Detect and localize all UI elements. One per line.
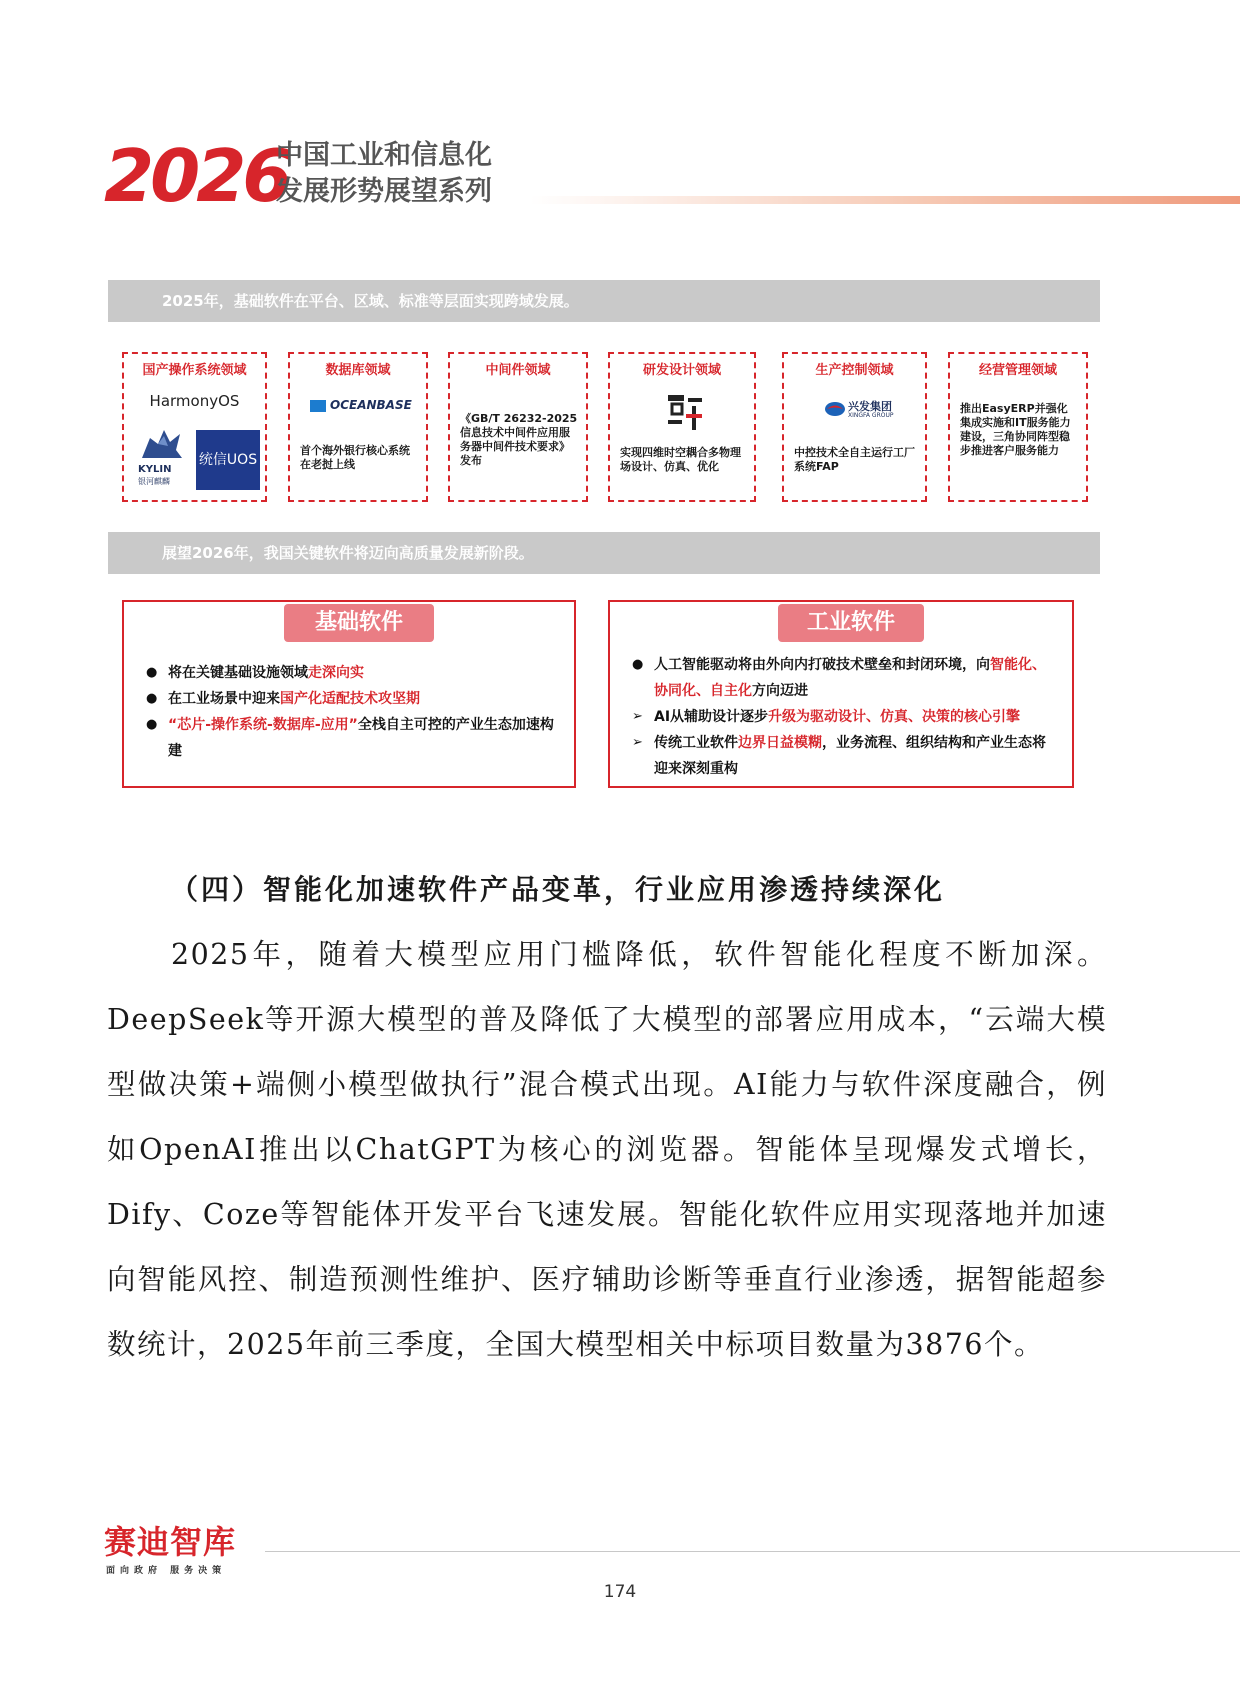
xingfa-logo-icon — [824, 400, 846, 418]
domain-box-production-control — [782, 352, 927, 502]
domain-box-os — [122, 352, 267, 502]
oceanbase-logo: OCEANBASE — [330, 398, 412, 412]
bullet-icon: ● — [146, 717, 158, 732]
header-gradient-line — [530, 196, 1240, 204]
outlook-bar-2026: 展望2026年，我国关键软件将迈向高质量发展新阶段。 — [108, 532, 1100, 574]
footer-divider — [265, 1551, 1240, 1552]
domain-title: 经营管理领域 — [978, 363, 1057, 378]
list-item: ● “芯片-操作系统-数据库-应用”全栈自主可控的产业生态加速构建 — [146, 712, 560, 764]
kylin-icon — [138, 424, 186, 462]
bullet-icon: ● — [146, 691, 158, 706]
list-item: ● 将在关键基础设施领域走深向实 — [146, 660, 560, 686]
list-item: ➢ AI从辅助设计逐步升级为驱动设计、仿真、决策的核心引擎 — [632, 704, 1058, 730]
basic-software-list — [146, 660, 560, 764]
ccid-logo: 赛迪智库 — [104, 1523, 237, 1561]
list-item: ● 在工业场景中迎来国产化适配技术攻坚期 — [146, 686, 560, 712]
basic-software-tag: 基础软件 — [284, 604, 434, 642]
rd-design-logo-icon — [664, 392, 706, 432]
body-paragraph: 2025年，随着大模型应用门槛降低，软件智能化程度不断加深。DeepSeek等开源大模型的普及降低了大模型的部署应用成本，“云端大模型做决策+端侧小模型做执行”混合模式出现。AI能力与软件深度融合，例如OpenAI推出以ChatGPT为核心的浏览器。智能体呈现爆发式增长，Dify、Coze等智能体开发平台飞速发展。智能化软件应用实现落地并加速向智能风控、制造预测性维护、医疗辅助诊断等垂直行业渗透，据智能超参数统计，2025年前三季度，全国大模型相关中标项目数量为3876个。 — [107, 938, 1107, 1361]
domain-box-database — [288, 352, 428, 502]
xingfa-logo-cn: 兴发集团 — [848, 400, 892, 413]
summary-bar-2025: 2025年，基础软件在平台、区域、标准等层面实现跨域发展。 — [108, 280, 1100, 322]
header-year-logo: 2026 — [104, 134, 289, 218]
harmonyos-logo: HarmonyOS — [149, 392, 240, 410]
domain-desc: 首个海外银行核心系统在老挝上线 — [300, 444, 410, 471]
page-number: 174 — [603, 1582, 637, 1602]
domain-desc: 实现四维时空耦合多物理场设计、仿真、优化 — [620, 446, 741, 473]
industrial-software-box — [608, 600, 1074, 788]
domain-title: 中间件领域 — [485, 363, 551, 378]
domain-title: 生产控制领域 — [815, 363, 894, 378]
header-title-line1: 中国工业和信息化 — [276, 140, 492, 171]
kylin-logo-cn: 银河麒麟 — [138, 477, 170, 486]
domain-box-management — [948, 352, 1088, 502]
industrial-software-list — [632, 652, 1058, 782]
domain-title: 国产操作系统领域 — [142, 363, 247, 378]
section-title: （四）智能化加速软件产品变革，行业应用渗透持续深化 — [170, 873, 946, 906]
list-item: ➢ 传统工业软件边界日益模糊，业务流程、组织结构和产业生态将迎来深刻重构 — [632, 730, 1058, 782]
domain-desc: 中控技术全自主运行工厂系统FAP — [794, 446, 915, 473]
bullet-icon: ● — [146, 665, 158, 680]
header-title-line2: 发展形势展望系列 — [276, 176, 492, 207]
bullet-icon: ● — [632, 657, 644, 672]
domain-box-middleware — [448, 352, 588, 502]
domain-title: 数据库领域 — [325, 363, 391, 378]
domain-title: 研发设计领域 — [642, 363, 721, 378]
domain-desc: 推出EasyERP并强化集成实施和IT服务能力建设，三角协同阵型稳步推进客户服务能力 — [960, 402, 1071, 457]
domain-box-rd-design — [608, 352, 756, 502]
basic-software-box — [122, 600, 576, 788]
uos-logo: 统信UOS — [196, 430, 260, 490]
industrial-software-tag: 工业软件 — [778, 604, 924, 642]
ccid-slogan: 面向政府 服务决策 — [106, 1566, 227, 1576]
arrow-bullet-icon: ➢ — [632, 709, 643, 724]
oceanbase-icon — [310, 400, 326, 412]
list-item: ● 人工智能驱动将由外向内打破技术壁垒和封闭环境，向智能化、协同化、自主化方向迈进 — [632, 652, 1058, 704]
xingfa-logo-en: XINGFA GROUP — [848, 412, 894, 419]
arrow-bullet-icon: ➢ — [632, 735, 643, 750]
kylin-logo-text: KYLIN — [138, 464, 172, 475]
domain-desc: 《GB/T 26232-2025 信息技术中间件应用服务器中间件技术要求》发布 — [460, 412, 578, 467]
